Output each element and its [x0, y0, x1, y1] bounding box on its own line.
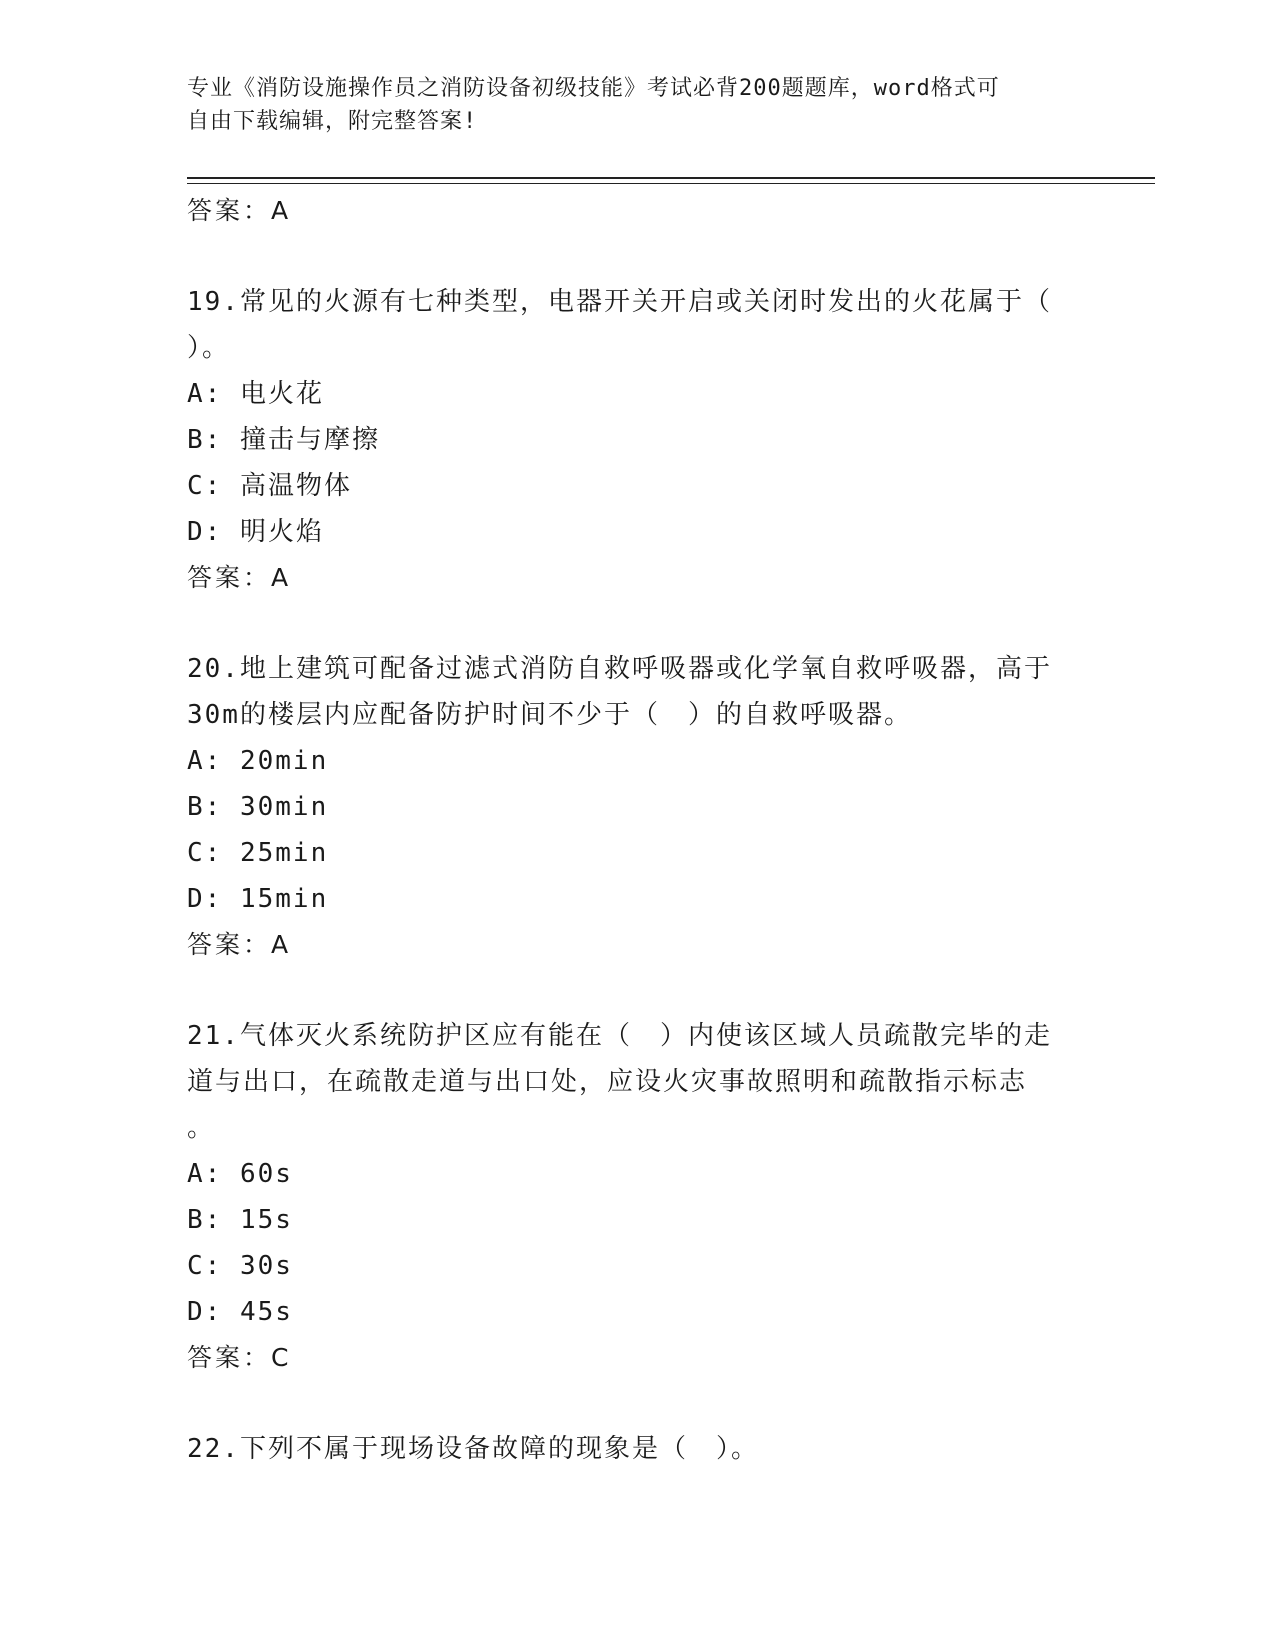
header-rule-thick — [187, 177, 1155, 179]
answer-line: 答案：A — [187, 930, 292, 959]
question-text: 道与出口，在疏散走道与出口处，应设火灾事故照明和疏散指示标志 — [187, 1067, 1028, 1097]
question-text: 21.气体灭火系统防护区应有能在（ ）内使该区域人员疏散完毕的走 — [187, 1021, 1052, 1051]
header-line-1: 专业《消防设施操作员之消防设备初级技能》考试必背200题题库，word格式可 — [187, 76, 1000, 101]
option-d: D: 45s — [187, 1297, 293, 1327]
question-text: 30m的楼层内应配备防护时间不少于（ ）的自救呼吸器。 — [187, 700, 912, 730]
question-22 — [187, 1426, 1087, 1472]
header-line-2: 自由下载编辑，附完整答案! — [187, 109, 478, 134]
answer-line: 答案：A — [187, 563, 292, 592]
spacer — [187, 601, 1087, 646]
option-d: D: 15min — [187, 884, 329, 914]
document-body — [187, 188, 1087, 1472]
option-a: A: 20min — [187, 746, 329, 776]
answer-line: 答案：A — [187, 196, 292, 225]
answer-line: 答案：C — [187, 1343, 292, 1372]
spacer — [187, 968, 1087, 1013]
option-c: C: 30s — [187, 1251, 293, 1281]
question-text: 19.常见的火源有七种类型，电器开关开启或关闭时发出的火花属于（ — [187, 287, 1052, 317]
question-19 — [187, 279, 1087, 601]
option-c: C: 25min — [187, 838, 329, 868]
question-text: ）。 — [187, 333, 231, 363]
header-rule-thin — [187, 183, 1155, 184]
option-c: C: 高温物体 — [187, 471, 352, 501]
spacer — [187, 1381, 1087, 1426]
option-d: D: 明火焰 — [187, 517, 324, 547]
question-20 — [187, 646, 1087, 968]
option-b: B: 15s — [187, 1205, 293, 1235]
option-a: A: 60s — [187, 1159, 293, 1189]
question-text: 20.地上建筑可配备过滤式消防自救呼吸器或化学氧自救呼吸器，高于 — [187, 654, 1052, 684]
option-b: B: 撞击与摩擦 — [187, 425, 380, 455]
question-text: 22.下列不属于现场设备故障的现象是（ ）。 — [187, 1434, 759, 1464]
question-text: 。 — [187, 1113, 216, 1143]
option-b: B: 30min — [187, 792, 329, 822]
option-a: A: 电火花 — [187, 379, 324, 409]
question-21 — [187, 1013, 1087, 1381]
document-header — [187, 72, 1067, 138]
spacer — [187, 234, 1087, 279]
